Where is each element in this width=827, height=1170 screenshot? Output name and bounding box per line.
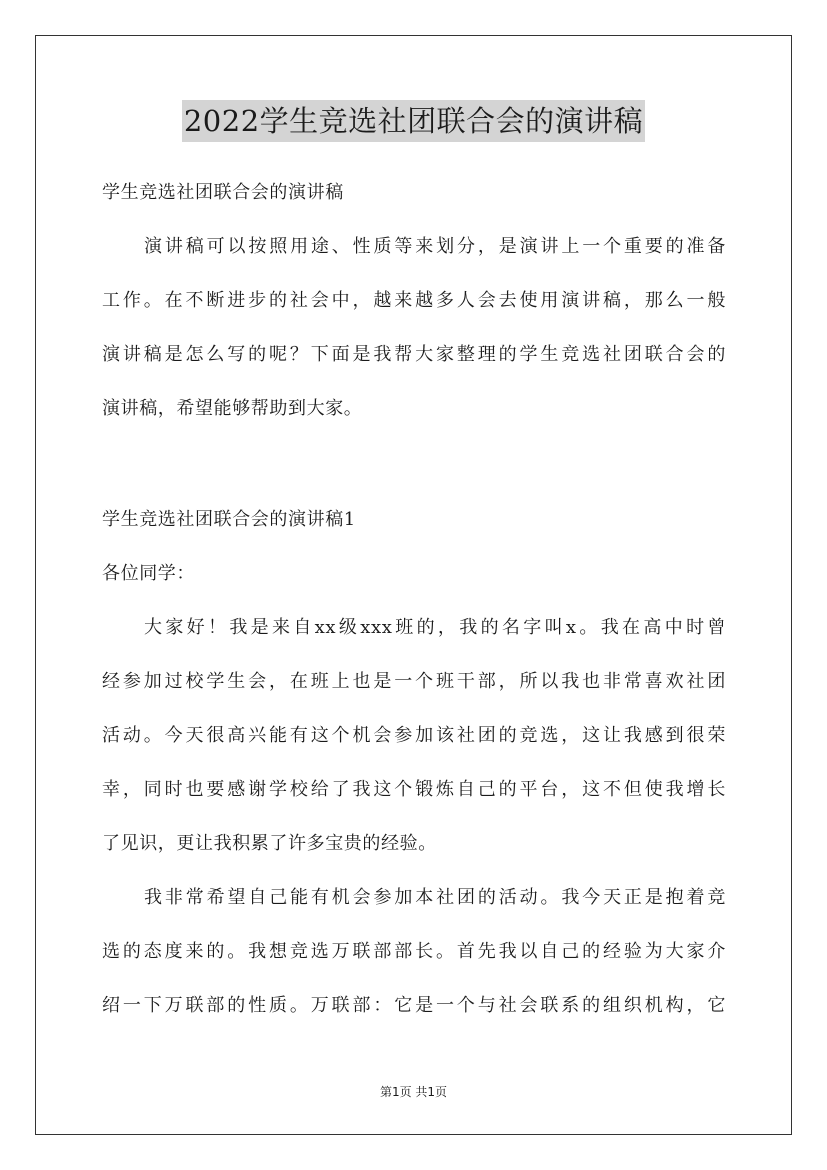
salutation: 各位同学： xyxy=(102,563,195,584)
para1-line-3: 活动。今天很高兴能有这个机会参加该社团的竞选，这让我感到很荣 xyxy=(102,725,726,746)
para2-line-3: 绍一下万联部的性质。万联部：它是一个与社会联系的组织机构，它 xyxy=(102,995,726,1016)
intro-line-2: 工作。在不断进步的社会中，越来越多人会去使用演讲稿，那么一般 xyxy=(102,290,726,311)
section-title: 学生竞选社团联合会的演讲稿1 xyxy=(102,509,356,530)
para2-line-1: 我非常希望自己能有机会参加本社团的活动。我今天正是抱着竞 xyxy=(144,887,726,908)
page-number-footer: 第1页 共1页 xyxy=(379,1085,448,1099)
intro-line-4: 演讲稿，希望能够帮助到大家。 xyxy=(102,398,363,419)
document-title: 2022学生竞选社团联合会的演讲稿 xyxy=(182,100,645,142)
title-container xyxy=(0,100,827,142)
para2-line-2: 选的态度来的。我想竞选万联部部长。首先我以自己的经验为大家介 xyxy=(102,941,726,962)
document-subtitle: 学生竞选社团联合会的演讲稿 xyxy=(102,182,344,203)
intro-line-3: 演讲稿是怎么写的呢？下面是我帮大家整理的学生竞选社团联合会的 xyxy=(102,344,726,365)
intro-line-1: 演讲稿可以按照用途、性质等来划分，是演讲上一个重要的准备 xyxy=(144,236,726,257)
para1-line-2: 经参加过校学生会，在班上也是一个班干部，所以我也非常喜欢社团 xyxy=(102,671,726,692)
para1-line-5: 了见识，更让我积累了许多宝贵的经验。 xyxy=(102,833,437,854)
para1-line-4: 幸，同时也要感谢学校给了我这个锻炼自己的平台，这不但使我增长 xyxy=(102,779,726,800)
para1-line-1: 大家好！我是来自xx级xxx班的，我的名字叫x。我在高中时曾 xyxy=(144,617,726,638)
